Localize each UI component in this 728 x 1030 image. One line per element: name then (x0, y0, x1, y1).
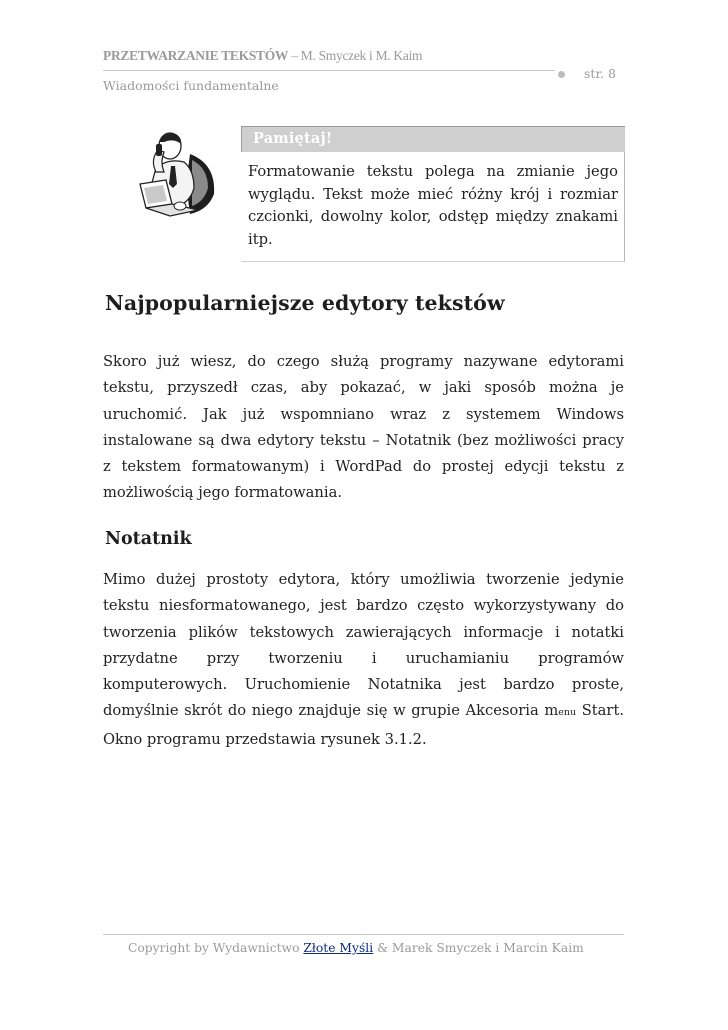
section-heading-notepad: Notatnik (105, 529, 192, 549)
paragraph-notepad (103, 567, 624, 753)
reminder-text: Formatowanie tekstu polega na zmianie jego wyglądu. Tekst może mieć różny krój i rozmiar czcionki, dowolny kolor, odstęp między znakami itp. (248, 163, 618, 248)
footer-rule (103, 934, 624, 935)
footer-prefix: Copyright by Wydawnictwo (128, 941, 304, 955)
paragraph-notepad-end: Start. Okno programu przedstawia rysunek 3.1.2. (103, 702, 625, 748)
running-header-title (103, 48, 422, 64)
reminder-title: Pamiętaj! (253, 130, 333, 147)
header-rule (103, 70, 555, 71)
header-title-authors: – M. Smyczek i M. Kaim (288, 48, 423, 63)
reminder-title-bar (241, 126, 625, 152)
running-header-subtitle: Wiadomości fundamentalne (103, 78, 279, 93)
man-at-computer-icon (128, 124, 228, 224)
footer-copyright (128, 941, 584, 955)
publisher-link[interactable]: Złote Myśli (303, 941, 374, 955)
paragraph-notepad-text: Mimo dużej prostoty edytora, który umożliwia tworzenie jedynie tekstu niesformatowanego, jest bardzo często wykorzystywany do tworzenia plików tekstowych zawierających informacje i notatki przydatne przy tworzeniu i uruchamianiu programów komputerowych. Uruchomienie Notatnika jest bardzo proste, domyślnie skrót do niego znajduje się w grupie Akcesoria m (103, 571, 624, 720)
header-bullet-icon (558, 71, 565, 78)
section-heading-editors: Najpopularniejsze edytory tekstów (105, 291, 505, 315)
paragraph-notepad-small: enu (558, 707, 577, 719)
footer-suffix: & Marek Smyczek i Marcin Kaim (373, 941, 584, 955)
page-number: str. 8 (584, 66, 616, 81)
reminder-box (241, 126, 625, 262)
header-title-bold: PRZETWARZANIE TEKSTÓW (103, 48, 289, 63)
paragraph-editors: Skoro już wiesz, do czego służą programy nazywane edytorami tekstu, przyszedł czas, aby pokazać, w jaki sposób można je uruchomić. Jak już wspomniano wraz z systemem Windows instalowane są dwa edytory tekstu – Notatnik (bez możliwości pracy z tekstem formatowanym) i WordPad do prostej edycji tekstu z możliwością jego formatowania. (103, 353, 624, 502)
